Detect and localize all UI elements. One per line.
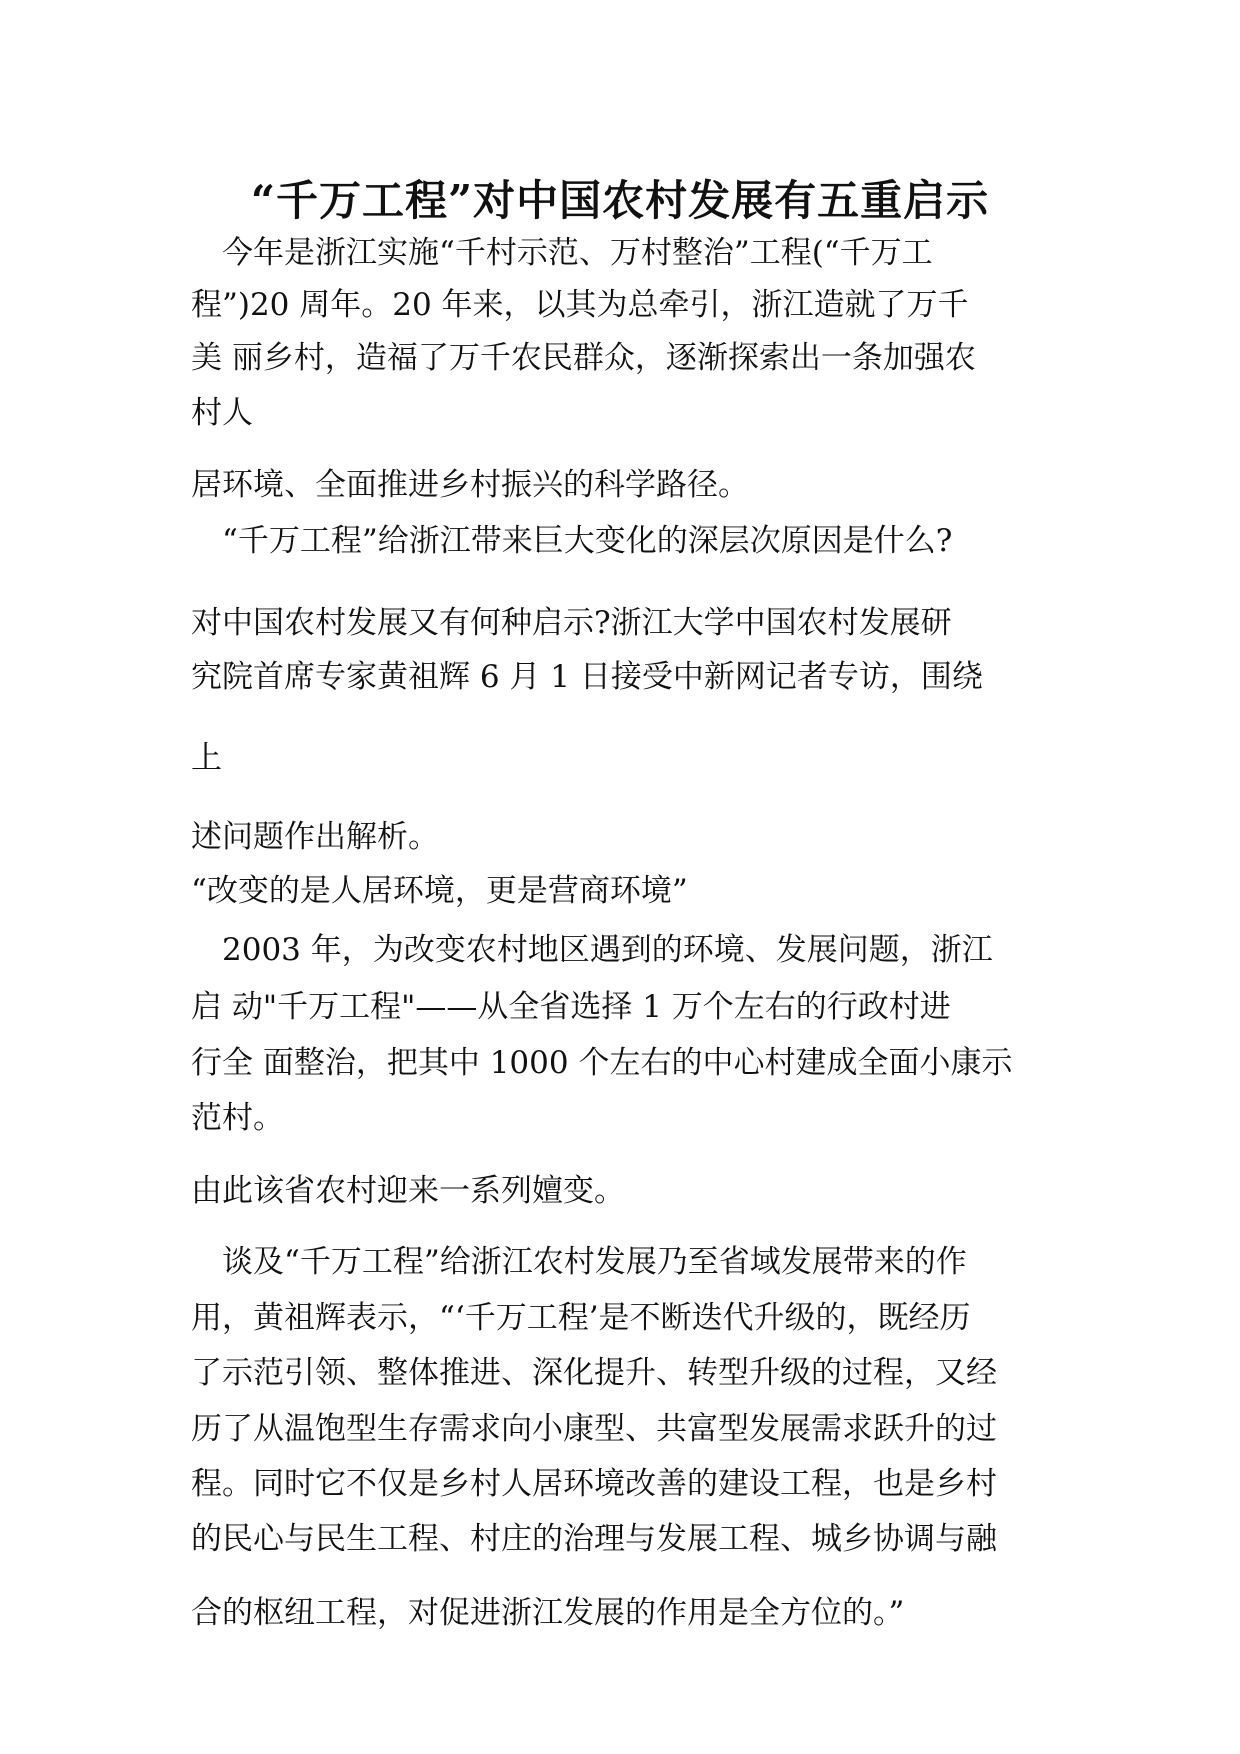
paragraph-line: 2003 年，为改变农村地区遇到的环境、发展问题，浙江 [222, 932, 993, 968]
paragraph-line: 用，黄祖辉表示，“‘千万工程’是不断迭代升级的，既经历 [191, 1300, 971, 1336]
section-heading: “改变的是人居环境，更是营商环境” [191, 873, 688, 909]
paragraph-line: 村人 [191, 395, 253, 431]
paragraph-line: 对中国农村发展又有何种启示?浙江大学中国农村发展研 [191, 605, 952, 641]
paragraph-line: 居环境、全面推进乡村振兴的科学路径。 [191, 467, 749, 503]
paragraph-line: 了示范引领、整体推进、深化提升、转型升级的过程，又经 [191, 1355, 997, 1391]
paragraph-line: 究院首席专家黄祖辉 6 月 1 日接受中新网记者专访，围绕 [191, 659, 983, 695]
paragraph-line: 美 丽乡村，造福了万千农民群众，逐渐探索出一条加强农 [191, 340, 976, 376]
paragraph-line: 由此该省农村迎来一系列嬗变。 [191, 1173, 625, 1209]
paragraph-line: 程”)20 周年。20 年来，以其为总牵引，浙江造就了万千 [191, 287, 969, 323]
paragraph-line: “千万工程”给浙江带来巨大变化的深层次原因是什么? [222, 523, 953, 559]
paragraph-line: 行全 面整治，把其中 1000 个左右的中心村建成全面小康示 [191, 1045, 1013, 1081]
paragraph-line: 合的枢纽工程，对促进浙江发展的作用是全方位的。” [191, 1595, 905, 1631]
paragraph-line: 述问题作出解析。 [191, 819, 439, 855]
paragraph-line: 的民心与民生工程、村庄的治理与发展工程、城乡协调与融 [191, 1521, 997, 1557]
paragraph-line: 今年是浙江实施“千村示范、万村整治”工程(“千万工 [222, 235, 933, 271]
paragraph-line: 程。同时它不仅是乡村人居环境改善的建设工程，也是乡村 [191, 1466, 997, 1502]
paragraph-line: 范村。 [191, 1100, 284, 1136]
paragraph-line: 历了从温饱型生存需求向小康型、共富型发展需求跃升的过 [191, 1411, 997, 1447]
paragraph-line: 启 动"千万工程"——从全省选择 1 万个左右的行政村进 [191, 989, 951, 1025]
paragraph-line: 谈及“千万工程”给浙江农村发展乃至省域发展带来的作 [222, 1244, 967, 1280]
paragraph-line: 上 [191, 740, 222, 776]
document-title: “千万工程”对中国农村发展有五重启示 [250, 176, 990, 225]
